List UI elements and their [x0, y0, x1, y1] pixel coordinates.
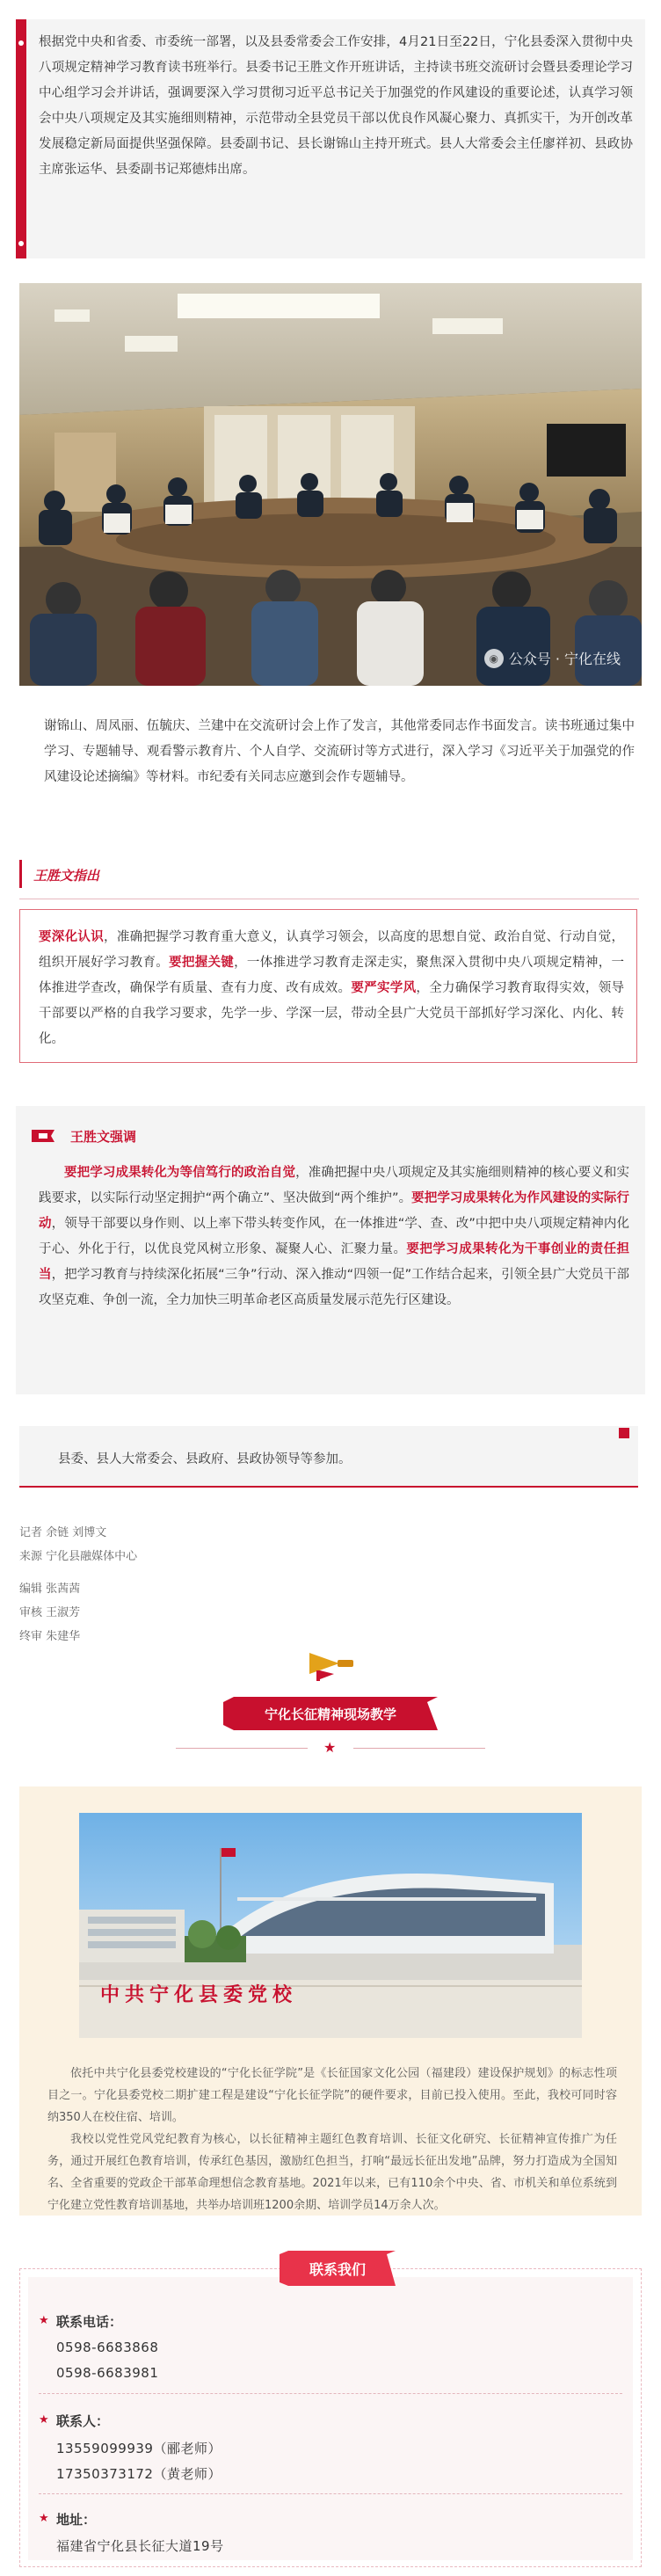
- attendance-underline: [19, 1486, 638, 1488]
- wechat-icon: ◉: [484, 649, 504, 668]
- highlight-text: 要严实学风: [351, 981, 417, 995]
- text-segment: ，领导干部要以身作则、以上率下带头转变作风，在一体推进“学、查、改”中把中央八项规定精神内化于心、外化于行，以优良党风树立形象、凝聚人心、汇聚力量。: [39, 1217, 630, 1256]
- star-icon: ★: [39, 2314, 49, 2327]
- section-accent-bar: [19, 860, 22, 888]
- attendance-text: 县委、县人大常委会、县政府、县政协领导等参加。: [58, 1452, 352, 1466]
- building-sign: 中共宁化县委党校: [100, 1983, 298, 2005]
- bullet-dot-icon: [18, 241, 24, 246]
- meeting-photo: [19, 283, 642, 686]
- phone-label: 联系电话：: [56, 2314, 123, 2330]
- text-segment: ，把学习教育与持续深化拓展“三争”行动、深入推动“四领一促”工作结合起来，引领全县广大党员干部攻坚克难、争创一流，全力加快三明革命老区高质量发展示范先行区建设。: [39, 1268, 630, 1307]
- body-paragraph: 谢锦山、周凤丽、伍毓庆、兰建中在交流研讨会上作了发言，其他常委同志作书面发言。读书班通过集中学习、专题辅导、观看警示教育片、个人自学、交流研讨等方式进行，深入学习《习近平关于加强党的作风建设论述摘编》等材料。市纪委有关同志应邀到会作专题辅导。: [44, 719, 635, 784]
- contact-title: 联系我们: [309, 2261, 366, 2278]
- promo-paragraph: 依托中共宁化县委党校建设的“宁化长征学院”是《长征国家文化公园（福建段）建设保护规划》的标志性项目之一。宁化县委党校二期扩建工程是建设“宁化长征学院”的硬件要求，目前已投入使用。至此，我校可同时容纳350人在校住宿、培训。: [47, 2067, 617, 2124]
- highlight-text: 要把学习成果转化为干事创业的责任担当: [39, 1242, 630, 1282]
- highlight-text: 要深化认识: [39, 930, 105, 944]
- text-segment: ，一体推进学习教育走深走实，聚焦深入贯彻中央八项规定精神，一体推进学查改，确保学有质量、查有力度、改有成效。: [39, 956, 625, 995]
- star-icon: ★: [323, 1739, 337, 1756]
- intro-accent-bar: [16, 19, 26, 258]
- watermark: [484, 648, 621, 668]
- text-segment: ，准确把握中央八项规定及其实施细则精神的核心要义和实践要求，以实际行动坚定拥护“两个确立”、坚决做到“两个维护”。: [39, 1166, 629, 1205]
- section-title: 王胜文强调: [70, 1129, 137, 1145]
- credit-editor: 编辑 张茜茜: [19, 1583, 81, 1596]
- bugle-icon: [304, 1644, 357, 1683]
- credit-reporter: 记者 余链 刘博文: [19, 1526, 107, 1539]
- dashed-divider: [39, 2493, 622, 2495]
- address-label: 地址：: [56, 2512, 97, 2528]
- text-segment: ，全力确保学习教育取得实效，领导干部要以严格的自我学习要求，先学一步、学深一层，带动全县广大党员干部抓好学习深化、内化、转化。: [39, 981, 625, 1046]
- credit-final: 终审 朱建华: [19, 1630, 81, 1643]
- phone-number[interactable]: 0598-6683981: [56, 2365, 159, 2381]
- credit-source: 来源 宁化县融媒体中心: [19, 1550, 138, 1563]
- promo-text: [47, 2063, 617, 2216]
- dashed-divider: [39, 2393, 622, 2395]
- bullet-dot-icon: [18, 40, 24, 46]
- highlight-text: 要把学习成果转化为等信笃行的政治自觉: [64, 1166, 296, 1180]
- section-text: [39, 925, 624, 1052]
- highlight-text: 要把学习成果转化为作风建设的实际行动: [39, 1191, 630, 1231]
- watermark-text: 公众号 · 宁化在线: [508, 651, 621, 667]
- school-photo: [79, 1813, 582, 2038]
- intro-text: 根据党中央和省委、市委统一部署，以及县委常委会工作安排，4月21日至22日，宁化县委深入贯彻中央八项规定精神学习教育读书班举行。县委书记王胜文作开班讲话，主持读书班交流研讨会暨县委理论学习中心组学习会并讲话，强调要深入学习贯彻习近平总书记关于加强党的作风建设的重要论述，认真学习领会中央八项规定及其实施细则精神，示范带动全县党员干部以优良作风凝心聚力、真抓实干，为开创改革发展稳定新局面提供坚强保障。县委副书记、县长谢锦山主持开班式。县人大常委会主任廖祥初、县政协主席张运华、县委副书记郑德炜出席。: [39, 35, 633, 177]
- promo-title: 宁化长征精神现场教学: [264, 1706, 396, 1722]
- star-icon: ★: [39, 2512, 49, 2525]
- section-title: 王胜文指出: [33, 868, 100, 884]
- promo-paragraph: 我校以党性党风党纪教育为核心，以长征精神主题红色教育培训、长征文化研究、长征精神宣传推广为任务，通过开展红色教育培训，传承红色基因，激励红色担当，打响“最远长征出发地”品牌，努力打造成为全国知名、全省重要的党政企干部革命理想信念教育基地。2021年以来，已有110余个中央、省、市机关和单位系统到宁化建立党性教育培训基地，共举办培训班1200余期、培训学员14万余人次。: [47, 2133, 617, 2212]
- contact-person-label: 联系人：: [56, 2413, 110, 2429]
- contact-person[interactable]: 17350373172（黄老师）: [56, 2466, 222, 2482]
- corner-square: [619, 1428, 629, 1438]
- phone-number[interactable]: 0598-6683868: [56, 2340, 159, 2355]
- flag-icon: [32, 1126, 54, 1146]
- divider: [176, 1748, 308, 1749]
- star-icon: ★: [39, 2413, 49, 2427]
- divider: [353, 1748, 485, 1749]
- credit-reviewer: 审核 王淑芳: [19, 1606, 81, 1619]
- highlight-text: 要把握关键: [169, 956, 235, 970]
- address: 福建省宁化县长征大道19号: [56, 2538, 224, 2554]
- section-text: [39, 1161, 629, 1313]
- credits: [19, 1521, 137, 1648]
- contact-person[interactable]: 13559099939（郦老师）: [56, 2441, 222, 2456]
- text-segment: ，准确把握学习教育重大意义，认真学习领会，以高度的思想自觉、政治自觉、行动自觉，组织开展好学习教育。: [39, 930, 625, 970]
